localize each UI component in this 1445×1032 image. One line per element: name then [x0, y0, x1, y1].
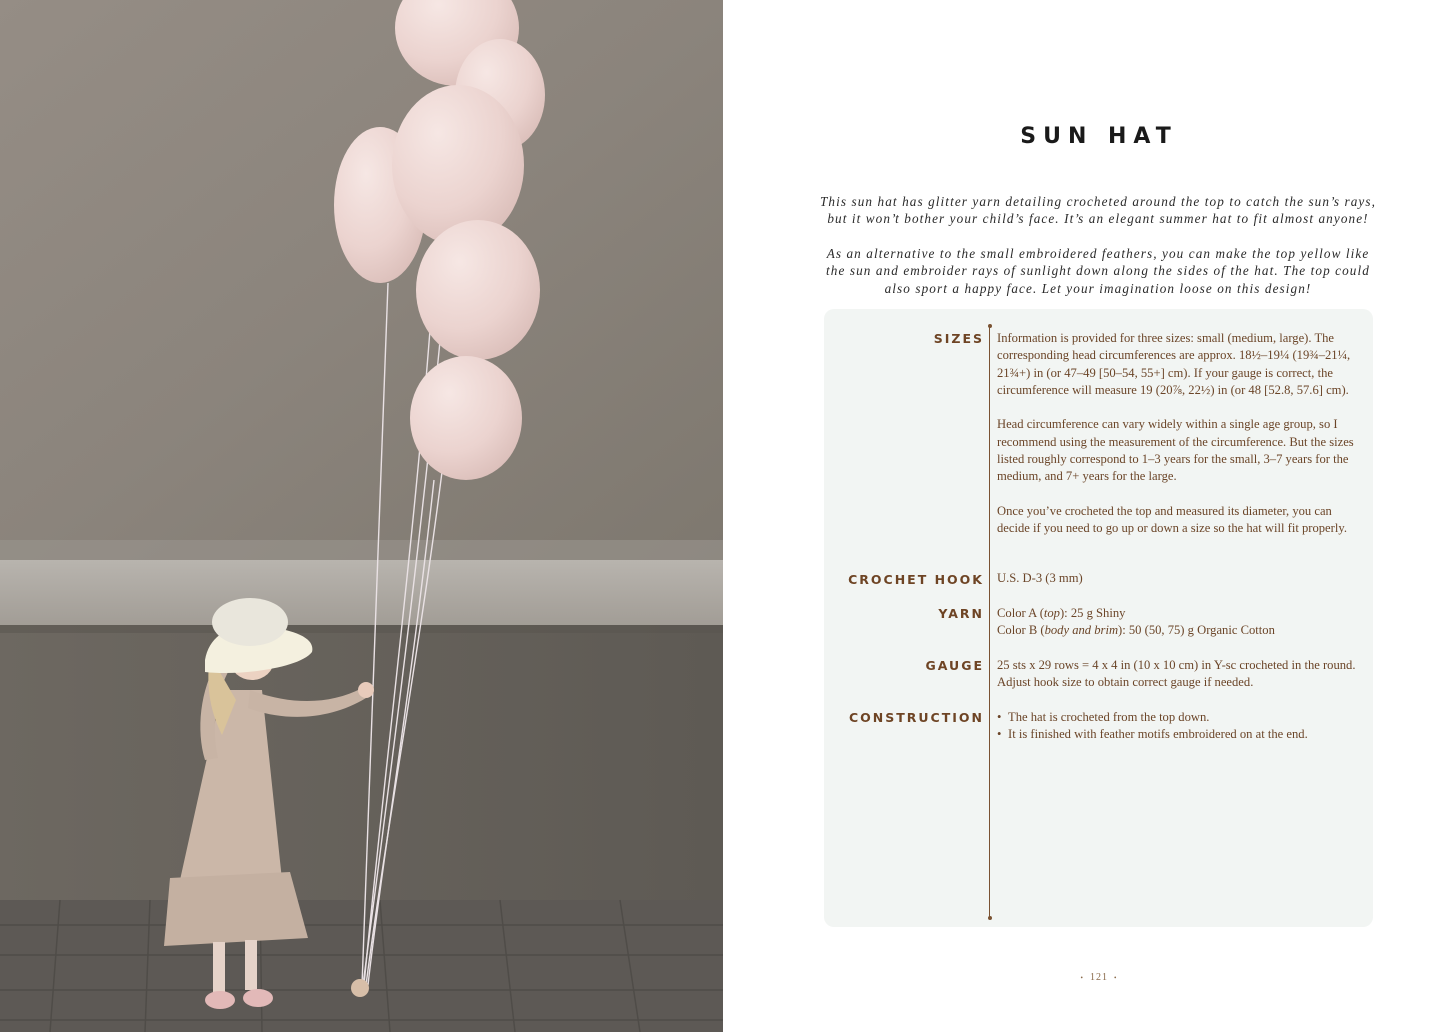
- gauge-label: GAUGE: [925, 658, 984, 673]
- page-title: SUN HAT: [1020, 124, 1178, 149]
- pavement: [0, 900, 723, 1032]
- divider-rule: [989, 326, 990, 918]
- intro-paragraph: As an alternative to the small embroidered feathers, you can make the top yellow like the sun and embroider rays of sunlight down along the sides of the hat. The top could also sport a happy face. Let your imagination loose on this design!: [826, 246, 1370, 296]
- list-item: • The hat is crocheted from the top down.: [997, 709, 1367, 726]
- hook-text: U.S. D-3 (3 mm): [997, 571, 1083, 585]
- page-number: • 121 •: [1080, 972, 1118, 983]
- intro-paragraph: This sun hat has glitter yarn detailing crocheted around the top to catch the sun’s rays, but it won’t bother your child’s face. It’s an elegant summer hat to fit almost anyone!: [819, 194, 1376, 227]
- list-item: • It is finished with feather motifs embroidered on at the end.: [997, 726, 1367, 743]
- specs-panel: [824, 309, 1373, 927]
- construction-text: [997, 709, 1367, 744]
- sizes-label: SIZES: [933, 331, 984, 346]
- construction-label: CONSTRUCTION: [848, 710, 984, 725]
- balloon-weight: [351, 979, 369, 997]
- yarn-text: [997, 605, 1367, 640]
- sizes-paragraph: Once you’ve crocheted the top and measured its diameter, you can decide if you need to go up or down a size so the hat will fit properly.: [997, 503, 1347, 536]
- yarn-label: YARN: [938, 606, 984, 621]
- wall-ledge: [0, 560, 723, 625]
- construction-list: [997, 709, 1367, 744]
- concrete-wall: [0, 0, 723, 560]
- gauge-text: 25 sts x 29 rows = 4 x 4 in (10 x 10 cm) in Y-sc crocheted in the round. Adjust hook size to obtain correct gauge if needed.: [997, 658, 1356, 690]
- lower-wall: [0, 625, 723, 900]
- hook-label: CROCHET HOOK: [848, 572, 984, 587]
- sizes-text: [997, 330, 1367, 555]
- yarn-color-b: Color B (body and brim): 50 (50, 75) g Organic Cotton: [997, 623, 1275, 638]
- pattern-page: [723, 0, 1445, 1032]
- sizes-paragraph: Head circumference can vary widely within a single age group, so I recommend using the measurement of the circumference. But the sizes listed roughly correspond to 1–3 years for the small, 3–7 years for the medium, and 7+ years for the large.: [997, 417, 1354, 484]
- yarn-color-a: Color A (top): 25 g Shiny: [997, 606, 1126, 620]
- sizes-paragraph: Information is provided for three sizes: small (medium, large). The corresponding head circumferences are approx. 18½–19¼ (19¾–21¼, 21¾+) in (or 47–49 [50–54, 55+] cm). If your gauge is correct, the circumference will measure 19 (20⅞, 22½) in (or 48 [52.8, 57.6] cm).: [997, 331, 1351, 397]
